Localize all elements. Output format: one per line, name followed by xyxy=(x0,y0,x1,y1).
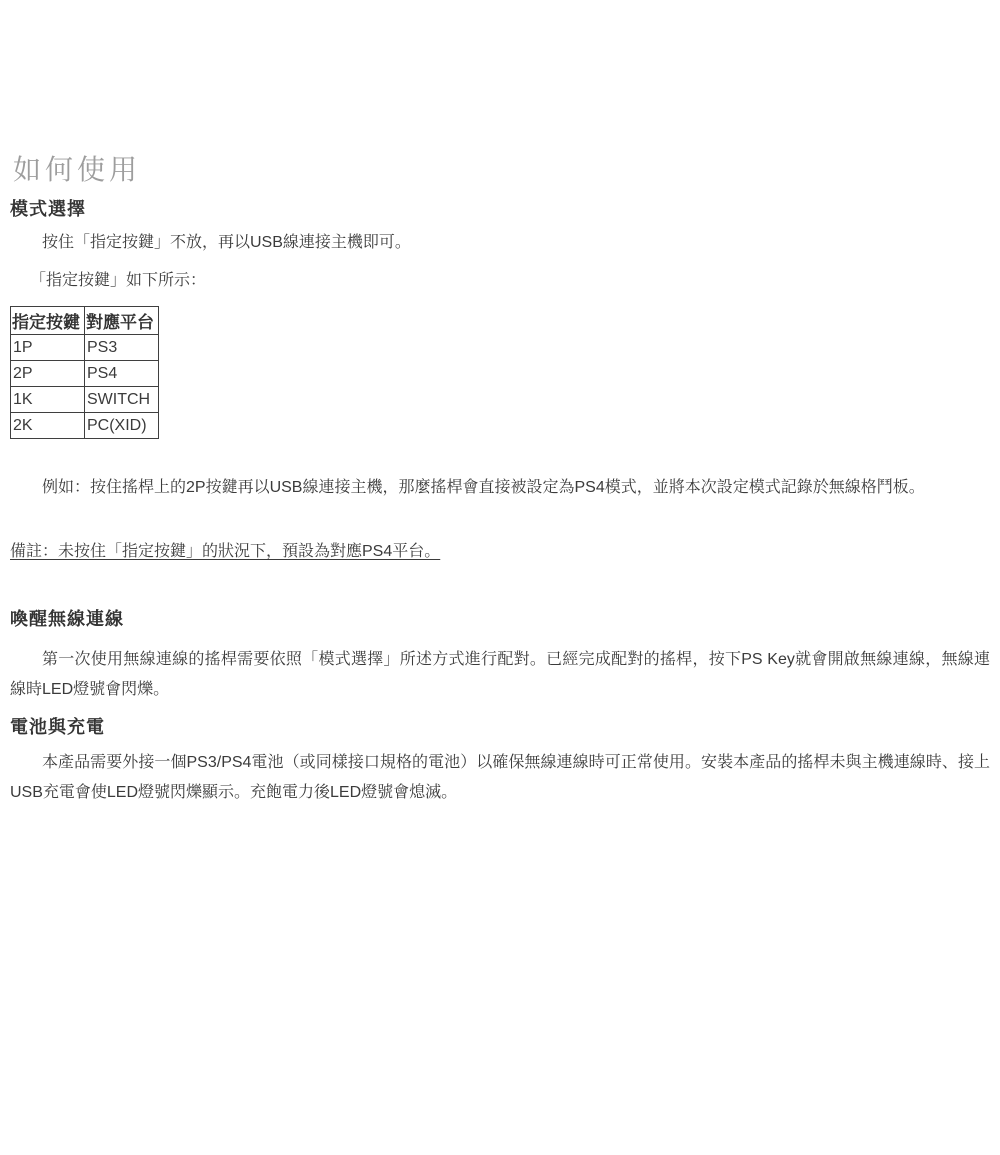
manual-page xyxy=(0,155,1000,808)
mode-hold-button-paragraph: 按住「指定按鍵」不放，再以USB線連接主機即可。 xyxy=(42,234,411,251)
table-header-designated-button: 指定按鍵 xyxy=(11,307,85,335)
mode-table-caption: 「指定按鍵」如下所示： xyxy=(30,272,207,289)
mode-note-underlined: 備註：未按住「指定按鍵」的狀況下，預設為對應PS4平台。 xyxy=(10,543,441,560)
table-cell-platform: PS3 xyxy=(85,335,159,361)
table-cell-button: 2P xyxy=(11,361,85,387)
section-title-battery-charging: 電池與充電 xyxy=(10,717,105,737)
table-row xyxy=(11,413,159,439)
table-cell-platform: PC(XID) xyxy=(85,413,159,439)
section-title-wake-wireless: 喚醒無線連線 xyxy=(10,609,124,629)
table-cell-button: 2K xyxy=(11,413,85,439)
table-header-row xyxy=(11,307,159,335)
table-row xyxy=(11,387,159,413)
table-row xyxy=(11,335,159,361)
battery-charging-paragraph: 本產品需要外接一個PS3/PS4電池（或同樣接口規格的電池）以確保無線連線時可正常使用。安裝本產品的搖桿未與主機連線時、接上USB充電會使LED燈號閃爍顯示。充飽電力後LED燈號會熄滅。 xyxy=(10,754,990,801)
table-cell-platform: SWITCH xyxy=(85,387,159,413)
table-header-platform: 對應平台 xyxy=(85,307,159,335)
button-platform-table xyxy=(10,306,159,439)
table-row xyxy=(11,361,159,387)
section-title-mode-selection: 模式選擇 xyxy=(10,199,86,219)
table-cell-button: 1K xyxy=(11,387,85,413)
page-title: 如何使用 xyxy=(13,154,142,185)
mode-example-paragraph: 例如：按住搖桿上的2P按鍵再以USB線連接主機，那麼搖桿會直接被設定為PS4模式，並將本次設定模式記錄於無線格鬥板。 xyxy=(42,479,925,496)
wake-wireless-paragraph: 第一次使用無線連線的搖桿需要依照「模式選擇」所述方式進行配對。已經完成配對的搖桿，按下PS Key就會開啟無線連線，無線連線時LED燈號會閃爍。 xyxy=(10,651,990,698)
table-cell-platform: PS4 xyxy=(85,361,159,387)
table-cell-button: 1P xyxy=(11,335,85,361)
